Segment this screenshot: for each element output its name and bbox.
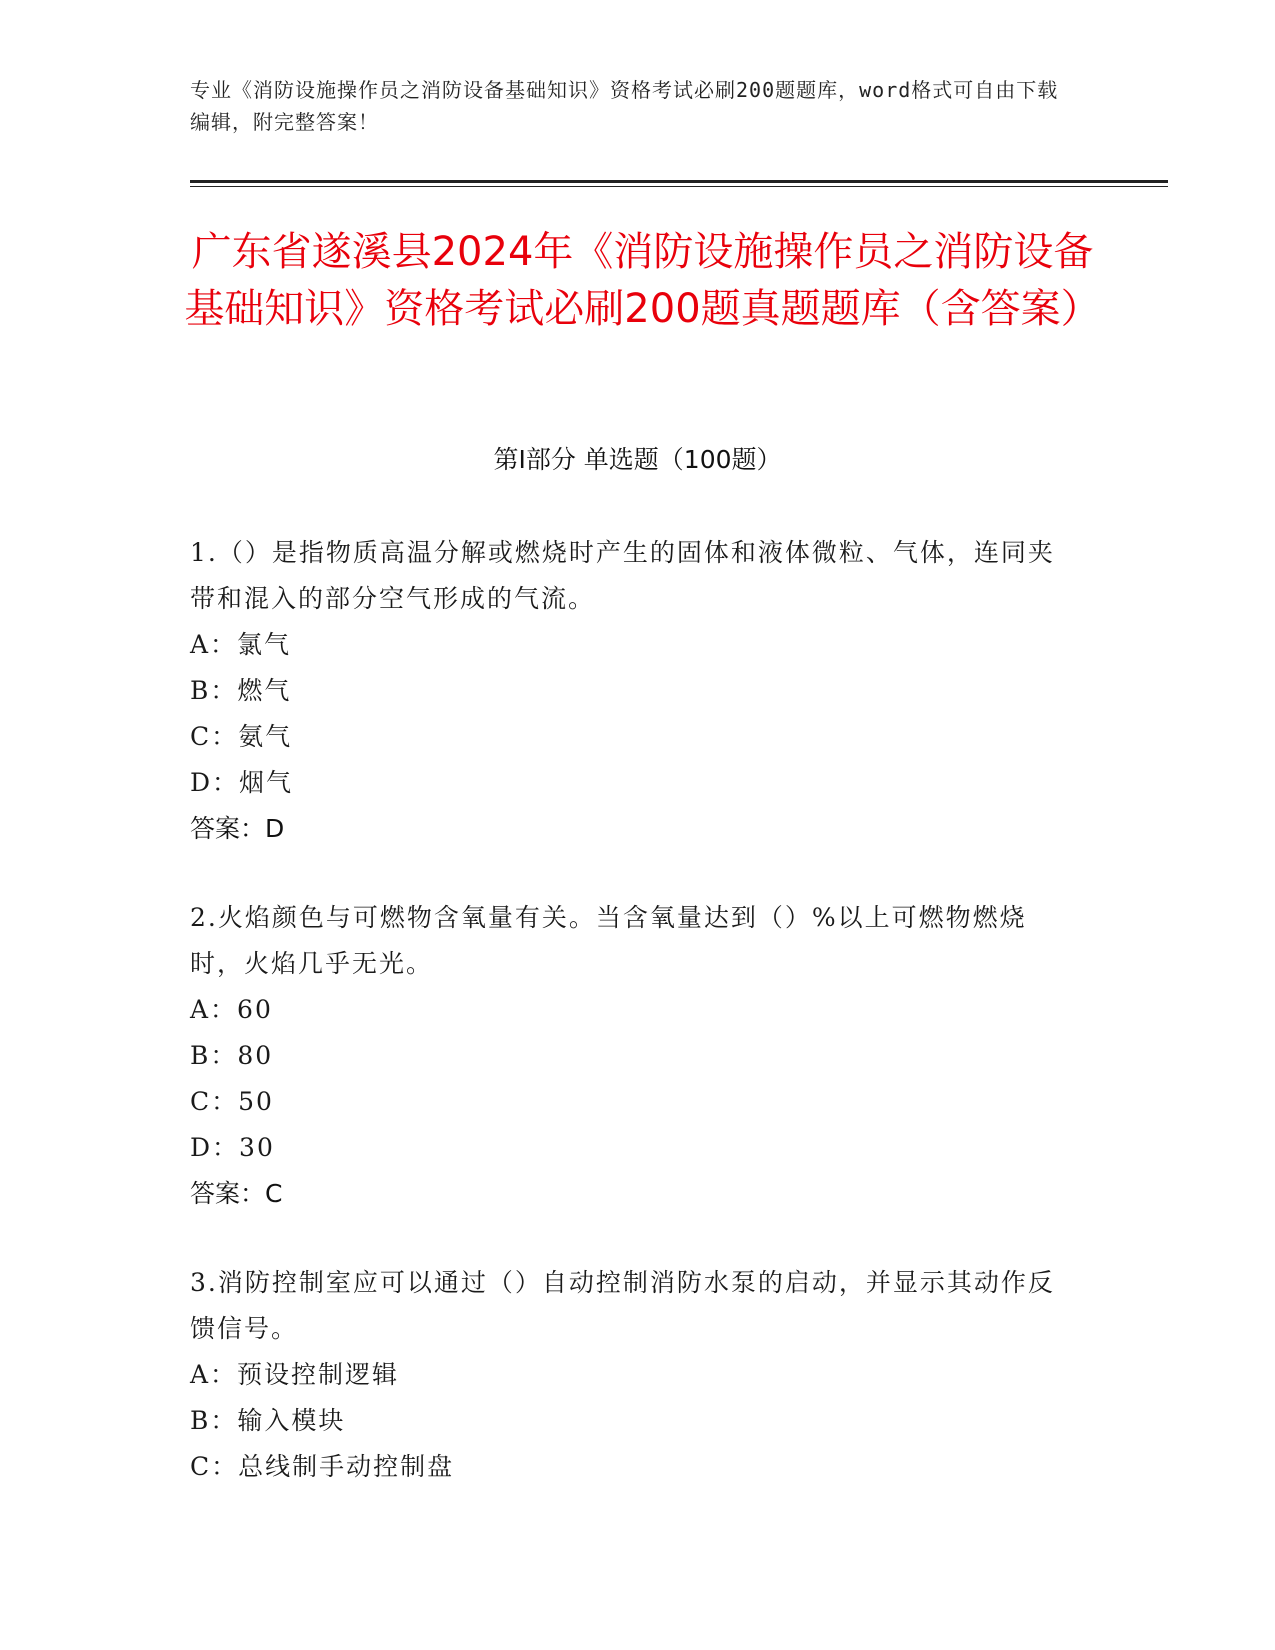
header-note: 专业《消防设施操作员之消防设备基础知识》资格考试必刷200题题库，word格式可自由下载编辑，附完整答案！ — [190, 78, 1059, 134]
document-title: 广东省遂溪县2024年《消防设施操作员之消防设备基础知识》资格考试必刷200题真题题库（含答案） — [184, 229, 1101, 332]
option-d: D：30 — [190, 1133, 275, 1162]
header-divider-thin — [190, 186, 1168, 187]
question-stem: 3.消防控制室应可以通过（）自动控制消防水泵的启动，并显示其动作反馈信号。 — [190, 1268, 1055, 1343]
section-heading: 第I部分 单选题（100题） — [493, 445, 782, 474]
question-2 — [190, 895, 1080, 1217]
option-list — [190, 987, 1080, 1171]
question-stem: 1.（）是指物质高温分解或燃烧时产生的固体和液体微粒、气体，连同夹带和混入的部分空气形成的气流。 — [190, 538, 1055, 613]
option-list — [190, 622, 1080, 806]
option-a: A：60 — [190, 995, 273, 1024]
option-b: B：燃气 — [190, 676, 292, 705]
option-c: C：氨气 — [190, 722, 293, 751]
option-c: C：总线制手动控制盘 — [190, 1452, 455, 1481]
option-list — [190, 1352, 1080, 1490]
question-3 — [190, 1260, 1080, 1490]
question-stem: 2.火焰颜色与可燃物含氧量有关。当含氧量达到（）%以上可燃物燃烧时，火焰几乎无光。 — [190, 903, 1027, 978]
option-d: D：烟气 — [190, 768, 294, 797]
option-b: B：输入模块 — [190, 1406, 346, 1435]
answer-line: 答案：C — [190, 1179, 283, 1208]
option-c: C：50 — [190, 1087, 274, 1116]
option-a: A：预设控制逻辑 — [190, 1360, 400, 1389]
question-1 — [190, 530, 1080, 852]
option-a: A：氯气 — [190, 630, 292, 659]
option-b: B：80 — [190, 1041, 274, 1070]
header-divider-thick — [190, 180, 1168, 183]
answer-line: 答案：D — [190, 814, 285, 843]
